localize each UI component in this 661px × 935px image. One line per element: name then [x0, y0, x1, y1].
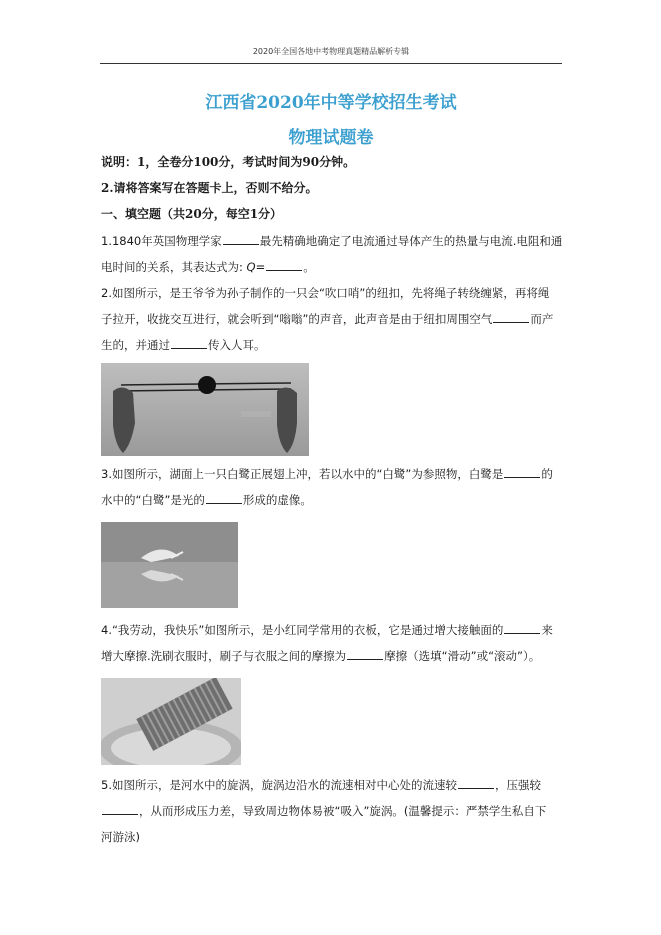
question-2-line-2	[101, 311, 571, 327]
question-2-line-1: 2.如图所示，是王爷爷为孙子制作的一只会“吹口哨”的纽扣，先将绳子转绕缠紧，再将绳	[101, 286, 550, 300]
q1-equals: =	[255, 260, 266, 274]
note-2: 2.请将答案写在答题卡上，否则不给分。	[101, 181, 318, 195]
q5-text-b: ，压强较	[494, 778, 541, 792]
question-2-line-3	[101, 337, 571, 353]
figure-button-toy	[101, 363, 309, 456]
q2-blank-1	[493, 311, 529, 323]
figure-washboard	[101, 678, 241, 765]
q4-text-d: 摩擦（选填“滑动”或“滚动”）。	[384, 649, 541, 663]
q4-text-a: 4.“我劳动，我快乐”如图所示，是小红同学常用的衣板，它是通过增大接触面的	[101, 623, 504, 637]
q1-symbol-q: Q	[246, 260, 256, 274]
q2-text-d: 生的，并通过	[101, 338, 170, 352]
figure-egret	[101, 522, 238, 608]
q4-text-c: 增大摩擦.洗刷衣服时，刷子与衣服之间的摩擦为	[101, 649, 347, 663]
q1-blank-1	[223, 233, 259, 245]
q3-blank-1	[504, 466, 540, 478]
q1-blank-2	[266, 259, 302, 271]
question-1-line-2	[101, 259, 571, 275]
q1-text-a: 1.1840年英国物理学家	[101, 234, 222, 248]
question-4-line-2	[101, 648, 571, 664]
q3-text-b: 的	[541, 467, 553, 481]
q3-text-a: 3.如图所示，湖面上一只白鹭正展翅上冲，若以水中的“白鹭”为参照物，白鹭是	[101, 467, 504, 481]
section-heading: 一、填空题（共20分，每空1分）	[101, 207, 283, 221]
q4-blank-1	[504, 622, 540, 634]
question-1-line-1	[101, 233, 571, 249]
question-3-line-1	[101, 466, 571, 482]
question-5-line-2	[101, 803, 571, 819]
running-header: 2020年全国各地中考物理真题精品解析专辑	[252, 47, 410, 56]
q4-blank-2	[347, 648, 383, 660]
question-5-line-1	[101, 777, 571, 793]
q3-text-d: 形成的虚像。	[242, 493, 312, 507]
exam-subtitle: 物理试题卷	[288, 128, 374, 148]
q5-text-a: 5.如图所示，是河水中的旋涡，旋涡边沿水的流速相对中心处的流速较	[101, 778, 457, 792]
q4-text-b: 来	[541, 623, 553, 637]
q1-text-end: 。	[303, 260, 315, 274]
q5-text-c: ，从而形成压力差，导致周边物体易被“吸入”旋涡。(温馨提示：严禁学生私自下	[139, 804, 547, 818]
question-3-line-2	[101, 492, 571, 508]
q5-blank-2	[102, 803, 138, 815]
q2-blank-2	[171, 337, 207, 349]
q2-text-c: 而产	[530, 312, 554, 326]
q3-text-c: 水中的“白鹭”是光的	[101, 493, 205, 507]
q1-text-c: 电时间的关系，其表达式为:	[101, 260, 247, 274]
q5-blank-1	[458, 777, 494, 789]
header-rule	[100, 63, 562, 64]
exam-title: 江西省2020年中等学校招生考试	[205, 93, 457, 113]
question-4-line-1	[101, 622, 571, 638]
q2-text-b: 子拉开，收拢交互进行，就会听到“嗡嗡”的声音，此声音是由于纽扣周围空气	[101, 312, 493, 326]
q1-text-b: 最先精确地确定了电流通过导体产生的热量与电流.电阻和通	[259, 234, 563, 248]
q2-text-e: 传入人耳。	[208, 338, 266, 352]
question-5-line-3: 河游泳)	[101, 830, 140, 844]
q3-blank-2	[206, 492, 242, 504]
note-1: 说明：1，全卷分100分，考试时间为90分钟。	[101, 155, 356, 169]
